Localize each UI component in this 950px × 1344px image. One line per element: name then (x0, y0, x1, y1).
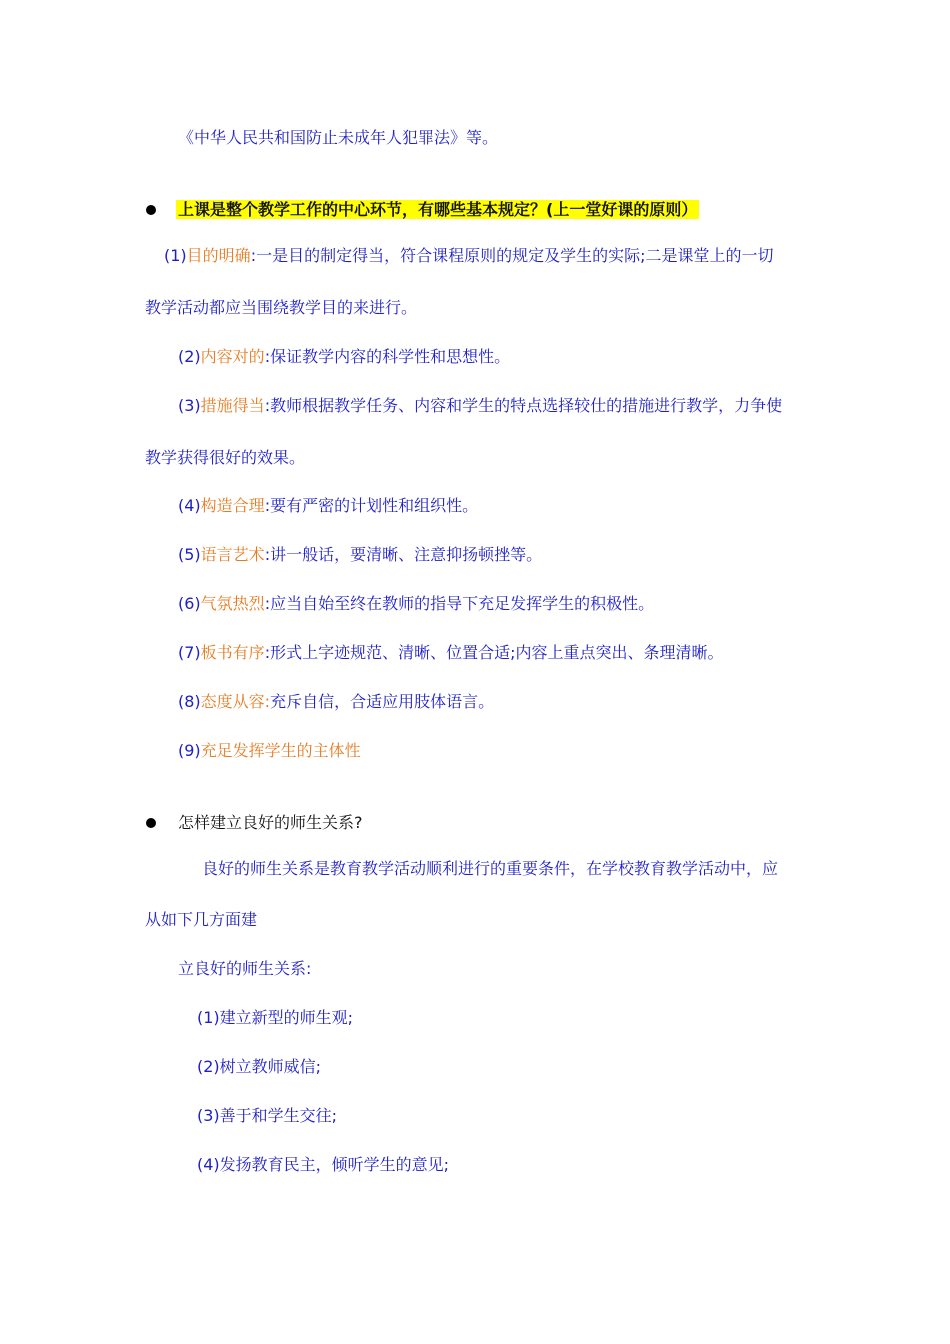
q1-item-2 (178, 346, 510, 368)
q1-item-6 (178, 593, 654, 615)
item-num: (7) (178, 643, 201, 662)
q1-item-1 (164, 245, 773, 267)
item-desc: :讲一般话，要清晰、注意抑扬顿挫等。 (264, 545, 543, 564)
q2-intro-3: 立良好的师生关系: (178, 959, 312, 978)
q1-item-9 (178, 740, 361, 762)
item-term: 充足发挥学生的主体性 (200, 741, 361, 760)
q1-item-7 (178, 642, 723, 664)
item-num: (6) (178, 594, 201, 613)
q1-heading-text: 上课是整个教学工作的中心环节，有哪些基本规定？(上一堂好课的原则） (178, 200, 698, 219)
item-num: (1) (164, 246, 187, 265)
item-desc: :应当自始至终在教师的指导下充足发挥学生的积极性。 (264, 594, 655, 613)
item-num: (9) (178, 741, 201, 760)
item-term: 态度从容: (200, 692, 271, 711)
item-desc: :要有严密的计划性和组织性。 (264, 496, 479, 515)
item-num: (2) (178, 347, 201, 366)
q2-intro-1: 良好的师生关系是教育教学活动顺利进行的重要条件，在学校教育教学活动中，应 (202, 859, 779, 878)
q1-item-5 (178, 544, 542, 566)
q1-item-3 (178, 395, 782, 417)
item-term: 气氛热烈 (200, 594, 265, 613)
q2-item-4: (4)发扬教育民主，倾听学生的意见; (197, 1155, 450, 1174)
q1-item-8 (178, 691, 494, 713)
item-num: (4) (178, 496, 201, 515)
item-term: 语言艺术 (200, 545, 265, 564)
q2-item-3: (3)善于和学生交往; (197, 1106, 338, 1125)
item-term: 措施得当 (200, 396, 265, 415)
item-num: (3) (178, 396, 201, 415)
item-term: 内容对的 (200, 347, 265, 366)
item-num: (5) (178, 545, 201, 564)
q2-heading: 怎样建立良好的师生关系? (178, 813, 363, 832)
item-desc: :保证教学内容的科学性和思想性。 (264, 347, 511, 366)
item-term: 板书有序 (200, 643, 265, 662)
item-desc: 充斥自信，合适应用肢体语言。 (270, 692, 495, 711)
item-desc: :一是目的制定得当，符合课程原则的规定及学生的实际;二是课堂上的一切 (250, 246, 774, 265)
q1-item-1-cont: 教学活动都应当围绕教学目的来进行。 (145, 298, 418, 317)
q1-item-4 (178, 495, 478, 517)
q1-item-3-cont: 教学获得很好的效果。 (145, 448, 306, 467)
bullet-icon (146, 818, 156, 828)
bullet-icon (146, 205, 156, 215)
item-term: 目的明确 (186, 246, 251, 265)
top-line: 《中华人民共和国防止未成年人犯罪法》等。 (178, 128, 499, 147)
item-desc: :形式上字迹规范、清晰、位置合适;内容上重点突出、条理清晰。 (264, 643, 724, 662)
item-term: 构造合理 (200, 496, 265, 515)
item-num: (8) (178, 692, 201, 711)
q1-heading (176, 199, 699, 221)
item-desc: :教师根据教学任务、内容和学生的特点选择较仕的措施进行教学，力争使 (264, 396, 783, 415)
q2-item-2: (2)树立教师威信; (197, 1057, 322, 1076)
q2-intro-2: 从如下几方面建 (145, 910, 258, 929)
q2-item-1: (1)建立新型的师生观; (197, 1008, 354, 1027)
